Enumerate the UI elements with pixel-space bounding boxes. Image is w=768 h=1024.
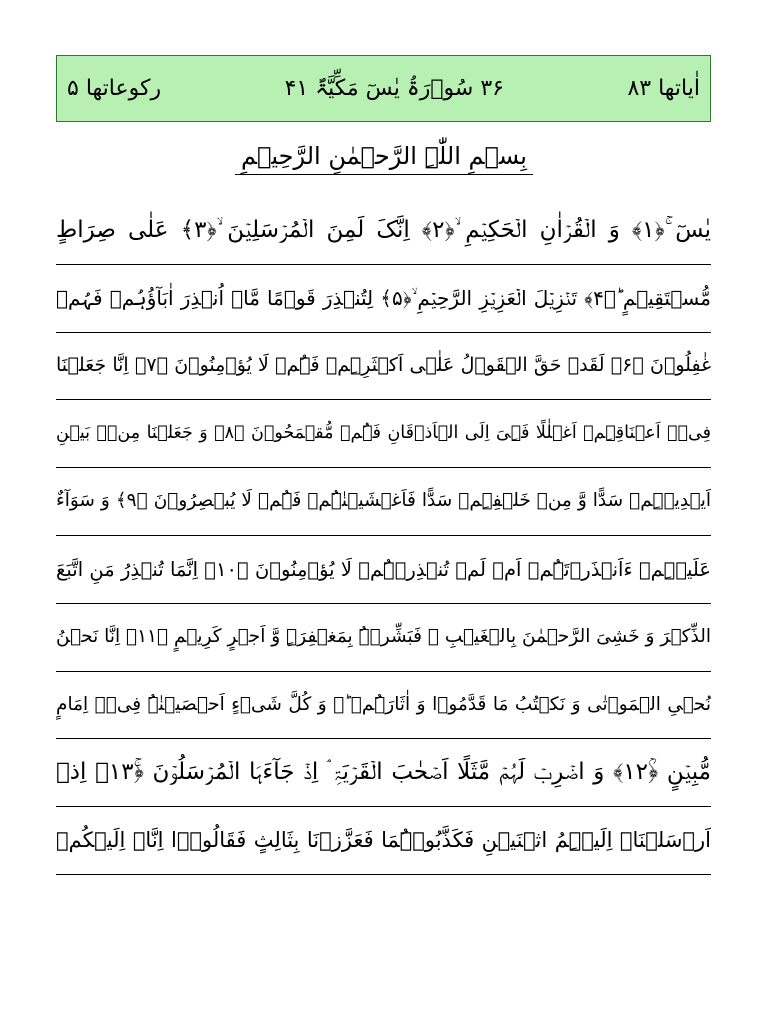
text-line: [56, 672, 711, 740]
text-line: [56, 807, 711, 875]
text-line: [56, 333, 711, 401]
text-line: [56, 536, 711, 604]
text-line: [56, 739, 711, 807]
text-line-content: فِیۡۤ اَعۡنَاقِہِمۡ اَغۡلٰلًا فَہِیَ اِلَی الۡاَذۡقَانِ فَہُمۡ مُّقۡمَحُوۡنَ ﴿۸﴾ وَ جَعَلۡنَا مِنۡۢ بَیۡنِ: [56, 423, 711, 444]
text-line-content: نُحۡیِ الۡمَوۡتٰی وَ نَکۡتُبُ مَا قَدَّمُوۡا وَ اٰثَارَہُمۡ ؕۛ وَ کُلَّ شَیۡءٍ اَحۡصَیۡنٰہُ فِیۡۤ اِمَامٍ: [56, 693, 711, 715]
text-line-content: یٰسٓ ۚ﴿۱﴾ وَ الۡقُرۡاٰنِ الۡحَکِیۡمِ ۙ﴿۲﴾ اِنَّکَ لَمِنَ الۡمُرۡسَلِیۡنَ ۙ﴿۳﴾ عَلٰی صِرَاطٍ: [56, 216, 711, 243]
text-line-content: مُّبِیۡنٍ ﴿ؒ۱۲﴾ وَ اضۡرِبۡ لَہُمۡ مَّثَلًا اَصۡحٰبَ الۡقَرۡیَۃِ ۘ اِذۡ جَآءَہَا الۡمُرۡسَلُوۡنَ ﴿ۚ۱۳﴾ اِذۡ: [56, 759, 711, 786]
text-line-content: اَیۡدِیۡہِمۡ سَدًّا وَّ مِنۡ خَلۡفِہِمۡ سَدًّا فَاَغۡشَیۡنٰہُمۡ فَہُمۡ لَا یُبۡصِرُوۡنَ ﴿۹﴾ وَ سَوَآءٌ: [56, 490, 711, 512]
text-line-content: اَرۡسَلۡنَاۤ اِلَیۡہِمُ اثۡنَیۡنِ فَکَذَّبُوۡہُمَا فَعَزَّزۡنَا بِثَالِثٍ فَقَالُوۡۤا اِنَّاۤ اِلَیۡکُمۡ: [56, 828, 711, 853]
text-line: [56, 265, 711, 333]
text-line-content: عَلَیۡہِمۡ ءَاَنۡذَرۡتَہُمۡ اَمۡ لَمۡ تُنۡذِرۡہُمۡ لَا یُؤۡمِنُوۡنَ ﴿۱۰﴾ اِنَّمَا تُنۡذِرُ مَنِ اتَّبَعَ: [56, 557, 711, 581]
text-line: [56, 197, 711, 265]
quran-text: [56, 197, 711, 875]
text-line-content: مُّسۡتَقِیۡمٍ ؕ﴿۴﴾ تَنۡزِیۡلَ الۡعَزِیۡزِ الرَّحِیۡمِ ۙ﴿۵﴾ لِتُنۡذِرَ قَوۡمًا مَّاۤ اُنۡذِرَ اٰبَآؤُہُمۡ فَہُمۡ: [56, 286, 711, 311]
text-line-content: غٰفِلُوۡنَ ﴿۶﴾ لَقَدۡ حَقَّ الۡقَوۡلُ عَلٰۤی اَکۡثَرِہِمۡ فَہُمۡ لَا یُؤۡمِنُوۡنَ ﴿۷﴾ اِنَّا جَعَلۡنَا: [56, 354, 711, 377]
surah-title: ۳۶ سُوۡرَۃُ یٰسٓ مَکِّیَّۃٌ ۴۱: [284, 76, 504, 101]
text-line: [56, 400, 711, 468]
text-line: [56, 604, 711, 672]
surah-header: [56, 55, 711, 122]
bismillah: [0, 142, 768, 175]
text-line: [56, 468, 711, 536]
bismillah-text: بِسۡمِ اللّٰہِ الرَّحۡمٰنِ الرَّحِیۡمِ: [235, 142, 533, 175]
ayat-count: اٰیاتھا ۸۳: [627, 76, 700, 101]
ruku-count: رکوعاتھا ۵: [67, 76, 162, 101]
text-line-content: الذِّکۡرَ وَ خَشِیَ الرَّحۡمٰنَ بِالۡغَیۡبِ ۚ فَبَشِّرۡہُ بِمَغۡفِرَۃٍ وَّ اَجۡرٍ کَرِیۡمٍ ﴿۱۱﴾ اِنَّا نَحۡنُ: [56, 625, 711, 647]
